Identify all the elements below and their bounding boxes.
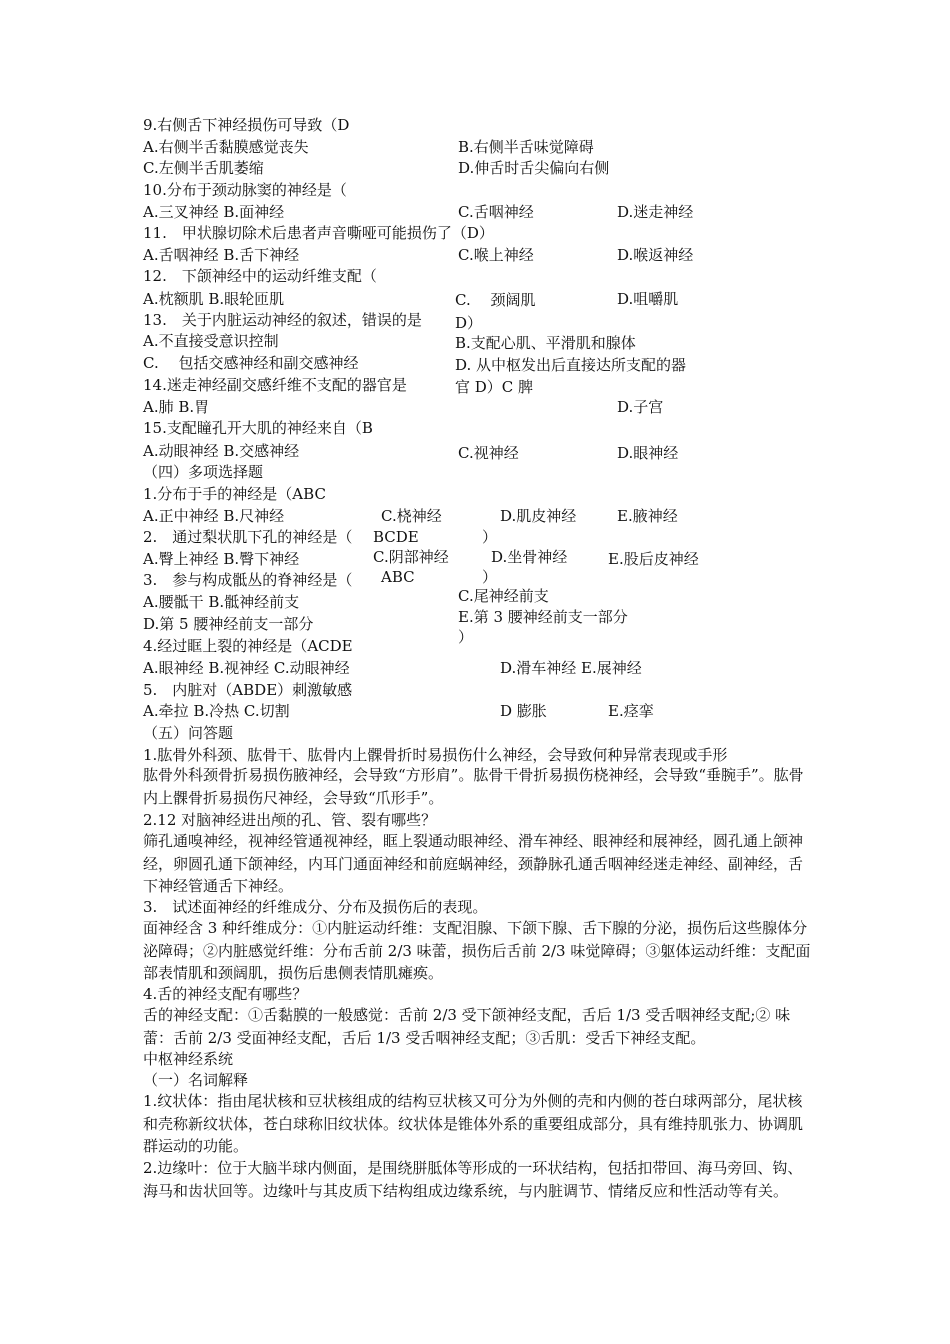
- question-12-option-d: D.咀嚼肌: [617, 290, 679, 308]
- section-heading-multiple-choice: （四）多项选择题: [143, 463, 264, 481]
- multi-question-1-option-c: C.桡神经: [381, 507, 442, 525]
- multi-question-2-answer: BCDE: [373, 528, 419, 546]
- question-11-options-ab: A.舌咽神经 B.舌下神经: [143, 246, 300, 264]
- qa-question-4: 4.舌的神经支配有哪些？: [143, 985, 308, 1003]
- section-heading-qa: （五）问答题: [143, 724, 234, 742]
- question-10-option-d: D.迷走神经: [617, 203, 694, 221]
- question-12-options-ab: A.枕额肌 B.眼轮匝肌: [143, 290, 285, 308]
- question-13-option-a: A.不直接受意识控制: [143, 332, 279, 350]
- qa-answer-4: 舌的神经支配：①舌黏膜的一般感觉：舌前 2/3 受下颌神经支配，舌后 1/3 受舌咽神经支配;② 味蕾：舌前 2/3 受面神经支配，舌后 1/3 受舌咽神经支配；③舌肌：受舌下神经支配。: [143, 1006, 791, 1047]
- multi-question-1-option-d: D.肌皮神经: [500, 507, 577, 525]
- question-13-option-c: C. 包括交感神经和副交感神经: [143, 354, 359, 372]
- question-11-stem: 11. 甲状腺切除术后患者声音嘶哑可能损伤了（D）: [143, 224, 494, 242]
- multi-question-5-option-d: D 膨胀: [500, 702, 547, 720]
- section-heading-terms: （一）名词解释: [143, 1071, 249, 1089]
- question-13-option-b: B.支配心肌、平滑肌和腺体: [455, 334, 636, 352]
- question-13-option-d-line1: D. 从中枢发出后直接达所支配的器: [455, 356, 687, 374]
- qa-question-3: 3. 试述面神经的纤维成分、分布及损伤后的表现。: [143, 898, 488, 916]
- question-11-option-d: D.喉返神经: [617, 246, 694, 264]
- qa-question-2: 2.12 对脑神经进出颅的孔、管、裂有哪些？: [143, 811, 437, 829]
- question-9-option-c: C.左侧半舌肌萎缩: [143, 159, 264, 177]
- question-12-stem: 12. 下颌神经中的运动纤维支配（: [143, 267, 377, 285]
- term-1-striatum: 1.纹状体：指由尾状核和豆状核组成的结构豆状核又可分为外侧的壳和内侧的苍白球两部分，尾状核和壳称新纹状体，苍白球称旧纹状体。纹状体是锥体外系的重要组成部分，具有维持肌张力、协调肌群运动的功能。: [143, 1092, 804, 1155]
- question-10-options-ab: A.三叉神经 B.面神经: [143, 203, 285, 221]
- multi-question-3-option-e: E.第 3 腰神经前支一部分: [458, 608, 628, 626]
- question-13-answer: D）: [455, 314, 483, 332]
- qa-answer-2: 筛孔通嗅神经，视神经管通视神经，眶上裂通动眼神经、滑车神经、眼神经和展神经，圆孔通上颌神经，卵圆孔通下颌神经，内耳门通面神经和前庭蜗神经，颈静脉孔通舌咽神经迷走神经、副神经，舌下神经管通舌下神经。: [143, 832, 804, 895]
- question-14-stem: 14.迷走神经副交感纤维不支配的器官是: [143, 376, 407, 394]
- question-9-stem: 9.右侧舌下神经损伤可导致（D: [143, 116, 350, 134]
- multi-question-1-options-ab: A.正中神经 B.尺神经: [143, 507, 285, 525]
- question-9-option-a: A.右侧半舌黏膜感觉丧失: [143, 138, 309, 156]
- multi-question-4-options-de: D.滑车神经 E.展神经: [500, 659, 642, 677]
- multi-question-3-option-c: C.尾神经前支: [458, 587, 549, 605]
- chapter-title-cns: 中枢神经系统: [143, 1050, 234, 1068]
- question-14-options-ab: A.肺 B.胃: [143, 398, 210, 416]
- multi-question-2-paren: ）: [482, 528, 498, 546]
- multi-question-1-stem: 1.分布于手的神经是（ABC: [143, 485, 326, 503]
- multi-question-3-paren: ）: [482, 568, 498, 586]
- qa-answer-1: 肱骨外科颈骨折易损伤腋神经，会导致“方形肩”。肱骨干骨折易损伤桡神经，会导致“垂腕手”。肱骨内上髁骨折易损伤尺神经，会导致“爪形手”。: [143, 766, 804, 807]
- multi-question-2-option-e: E.股后皮神经: [608, 550, 699, 568]
- multi-question-2-options-ab: A.臀上神经 B.臀下神经: [143, 550, 300, 568]
- question-14-option-d: D.子宫: [617, 398, 664, 416]
- qa-answer-3: 面神经含 3 种纤维成分：①内脏运动纤维：支配泪腺、下颌下腺、舌下腺的分泌，损伤后这些腺体分泌障碍；②内脏感觉纤维：分布舌前 2/3 味蕾，损伤后舌前 2/3 味觉障碍；③躯体运动纤维：支配面部表情肌和颈阔肌，损伤后患侧表情肌瘫痪。: [143, 919, 811, 982]
- question-10-stem: 10.分布于颈动脉窦的神经是（: [143, 181, 347, 199]
- multi-question-5-stem: 5. 内脏对（ABDE）刺激敏感: [143, 681, 353, 699]
- question-11-option-c: C.喉上神经: [458, 246, 534, 264]
- question-15-option-d: D.眼神经: [617, 444, 679, 462]
- question-13-stem: 13. 关于内脏运动神经的叙述，错误的是: [143, 311, 422, 329]
- multi-question-3-answer: ABC: [381, 568, 415, 586]
- multi-question-2-stem: 2. 通过梨状肌下孔的神经是（: [143, 528, 353, 546]
- question-15-options-ab: A.动眼神经 B.交感神经: [143, 442, 300, 460]
- multi-question-5-options-abc: A.牵拉 B.冷热 C.切割: [143, 702, 290, 720]
- question-10-option-c: C.舌咽神经: [458, 203, 534, 221]
- multi-question-2-option-c: C.阴部神经: [373, 548, 449, 566]
- question-15-stem: 15.支配瞳孔开大肌的神经来自（B: [143, 419, 373, 437]
- multi-question-3-option-d: D.第 5 腰神经前支一部分: [143, 615, 314, 633]
- term-2-limbic-lobe: 2.边缘叶：位于大脑半球内侧面，是围绕胼胝体等形成的一环状结构，包括扣带回、海马旁回、钩、海马和齿状回等。边缘叶与其皮质下结构组成边缘系统，与内脏调节、情绪反应和性活动等有关。: [143, 1159, 803, 1200]
- question-15-option-c: C.视神经: [458, 444, 519, 462]
- qa-question-1: 1.肱骨外科颈、肱骨干、肱骨内上髁骨折时易损伤什么神经，会导致何种异常表现或手形: [143, 746, 728, 764]
- multi-question-2-option-d: D.坐骨神经: [491, 548, 568, 566]
- multi-question-1-option-e: E.腋神经: [617, 507, 678, 525]
- multi-question-3-close-paren: ）: [458, 628, 474, 646]
- multi-question-4-stem: 4.经过眶上裂的神经是（ACDE: [143, 637, 353, 655]
- multi-question-5-option-e: E.痉挛: [608, 702, 654, 720]
- question-9-option-d: D.伸舌时舌尖偏向右侧: [458, 159, 610, 177]
- question-9-option-b: B.右侧半舌味觉障碍: [458, 138, 594, 156]
- multi-question-4-options-abc: A.眼神经 B.视神经 C.动眼神经: [143, 659, 350, 677]
- multi-question-3-options-ab: A.腰骶干 B.骶神经前支: [143, 593, 300, 611]
- multi-question-3-stem: 3. 参与构成骶丛的脊神经是（: [143, 571, 353, 589]
- question-12-option-c: C. 颈阔肌: [455, 291, 536, 309]
- question-13-option-d-line2: 官 D）C 脾: [455, 378, 534, 396]
